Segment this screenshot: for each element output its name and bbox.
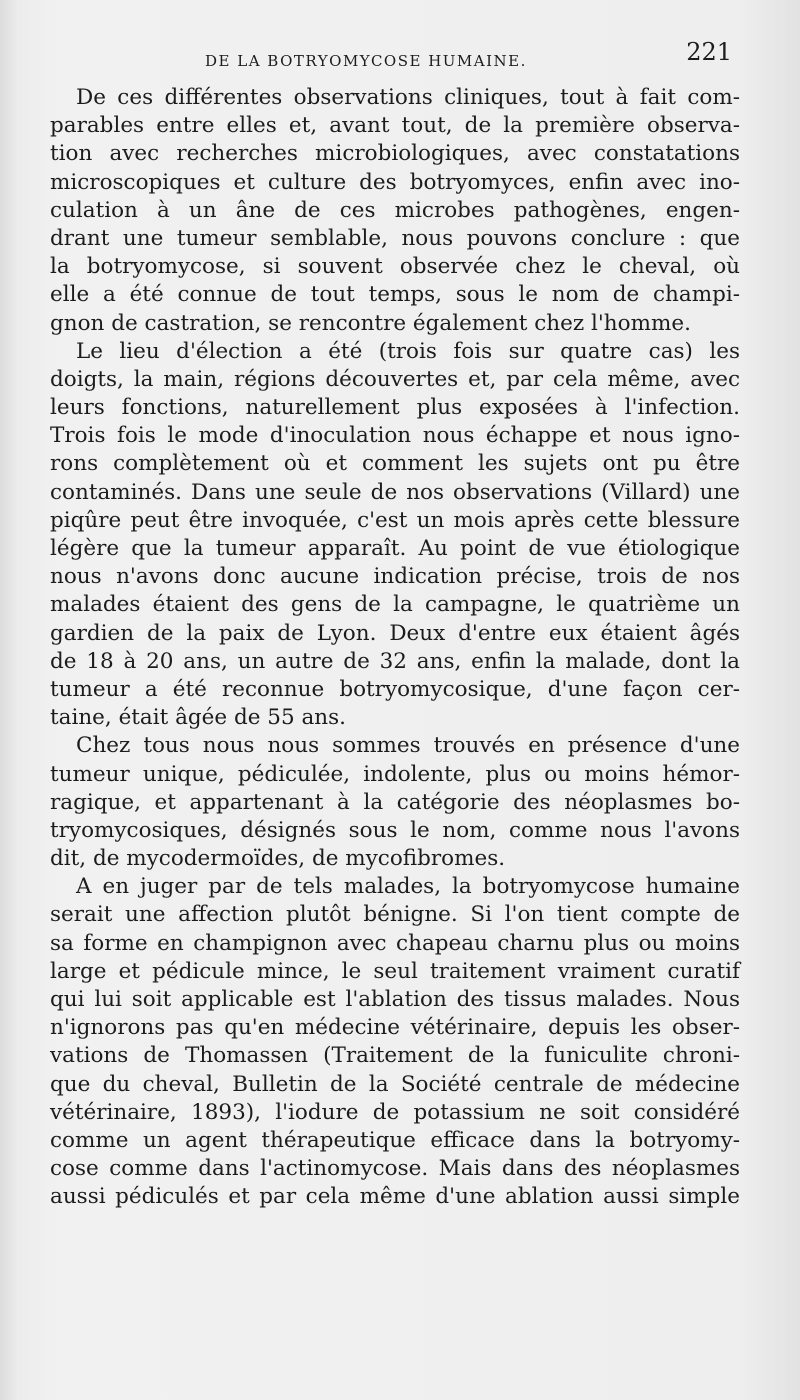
text-line: dit, de mycodermoïdes, de mycofibromes. <box>50 846 506 872</box>
text-line: que du cheval, Bulletin de la Société centrale de médecine <box>50 1071 740 1097</box>
text-line: n'ignorons pas qu'en médecine vétérinaire, depuis les obser- <box>50 1015 740 1041</box>
text-line: Le lieu d'élection a été (trois fois sur quatre cas) les <box>76 338 740 364</box>
text-line: tion avec recherches microbiologiques, avec constatations <box>50 141 740 167</box>
text-line: vations de Thomassen (Traitement de la funiculite chroni- <box>50 1043 740 1069</box>
text-line: rons complètement où et comment les sujets ont pu être <box>50 451 740 477</box>
text-line: drant une tumeur semblable, nous pouvons conclure : que <box>50 225 740 251</box>
text-line: tumeur unique, pédiculée, indolente, plus ou moins hémor- <box>50 761 740 787</box>
text-line: tryomycosiques, désignés sous le nom, comme nous l'avons <box>50 817 740 843</box>
text-line: de 18 à 20 ans, un autre de 32 ans, enfin la malade, dont la <box>50 648 740 674</box>
text-line: comme un agent thérapeutique efficace dans la botryomy- <box>50 1127 740 1153</box>
text-line: cose comme dans l'actinomycose. Mais dans des néoplasmes <box>50 1156 740 1182</box>
text-line: qui lui soit applicable est l'ablation des tissus malades. Nous <box>50 987 740 1012</box>
text-line: elle a été connue de tout temps, sous le nom de champi- <box>50 282 740 308</box>
text-line: la botryomycose, si souvent observée chez le cheval, où <box>50 254 740 280</box>
text-line: sa forme en champignon avec chapeau charnu plus ou moins <box>50 930 740 956</box>
text-line: doigts, la main, régions découvertes et, par cela même, avec <box>50 366 740 392</box>
text-line: gardien de la paix de Lyon. Deux d'entre eux étaient âgés <box>50 620 740 646</box>
running-head: DE LA BOTRYOMYCOSE HUMAINE. <box>205 52 527 70</box>
text-line: leurs fonctions, naturellement plus exposées à l'infection. <box>50 395 740 421</box>
text-line: Chez tous nous nous sommes trouvés en présence d'une <box>76 733 740 759</box>
text-line: gnon de castration, se rencontre également chez l'homme. <box>50 310 691 336</box>
text-line: malades étaient des gens de la campagne, le quatrième un <box>50 592 740 618</box>
text-line: contaminés. Dans une seule de nos observations (Villard) une <box>50 479 740 505</box>
page-header <box>60 38 750 74</box>
text-line: nous n'avons donc aucune indication précise, trois de nos <box>50 564 740 590</box>
text-line: aussi pédiculés et par cela même d'une ablation aussi simple <box>50 1184 740 1210</box>
body-text <box>50 84 740 1212</box>
text-line: ragique, et appartenant à la catégorie des néoplasmes bo- <box>50 789 740 815</box>
text-line: vétérinaire, 1893), l'iodure de potassium ne soit considéré <box>50 1099 740 1125</box>
text-line: serait une affection plutôt bénigne. Si l'on tient compte de <box>50 902 740 928</box>
text-line: De ces différentes observations cliniques, tout à fait com- <box>76 85 740 110</box>
text-line: Trois fois le mode d'inoculation nous échappe et nous igno- <box>50 423 740 449</box>
text-line: légère que la tumeur apparaît. Au point de vue étiologique <box>50 536 740 561</box>
text-line: taine, était âgée de 55 ans. <box>50 705 347 731</box>
text-line: parables entre elles et, avant tout, de la première observa- <box>50 113 740 139</box>
text-line: large et pédicule mince, le seul traitement vraiment curatif <box>50 958 740 984</box>
text-line: piqûre peut être invoquée, c'est un mois après cette blessure <box>50 507 740 533</box>
text-line: microscopiques et culture des botryomyces, enfin avec ino- <box>50 169 740 195</box>
text-line: A en juger par de tels malades, la botryomycose humaine <box>76 874 740 900</box>
page-number: 221 <box>686 38 732 66</box>
text-line: tumeur a été reconnue botryomycosique, d'une façon cer- <box>50 676 740 702</box>
text-line: culation à un âne de ces microbes pathogènes, engen- <box>50 197 740 223</box>
